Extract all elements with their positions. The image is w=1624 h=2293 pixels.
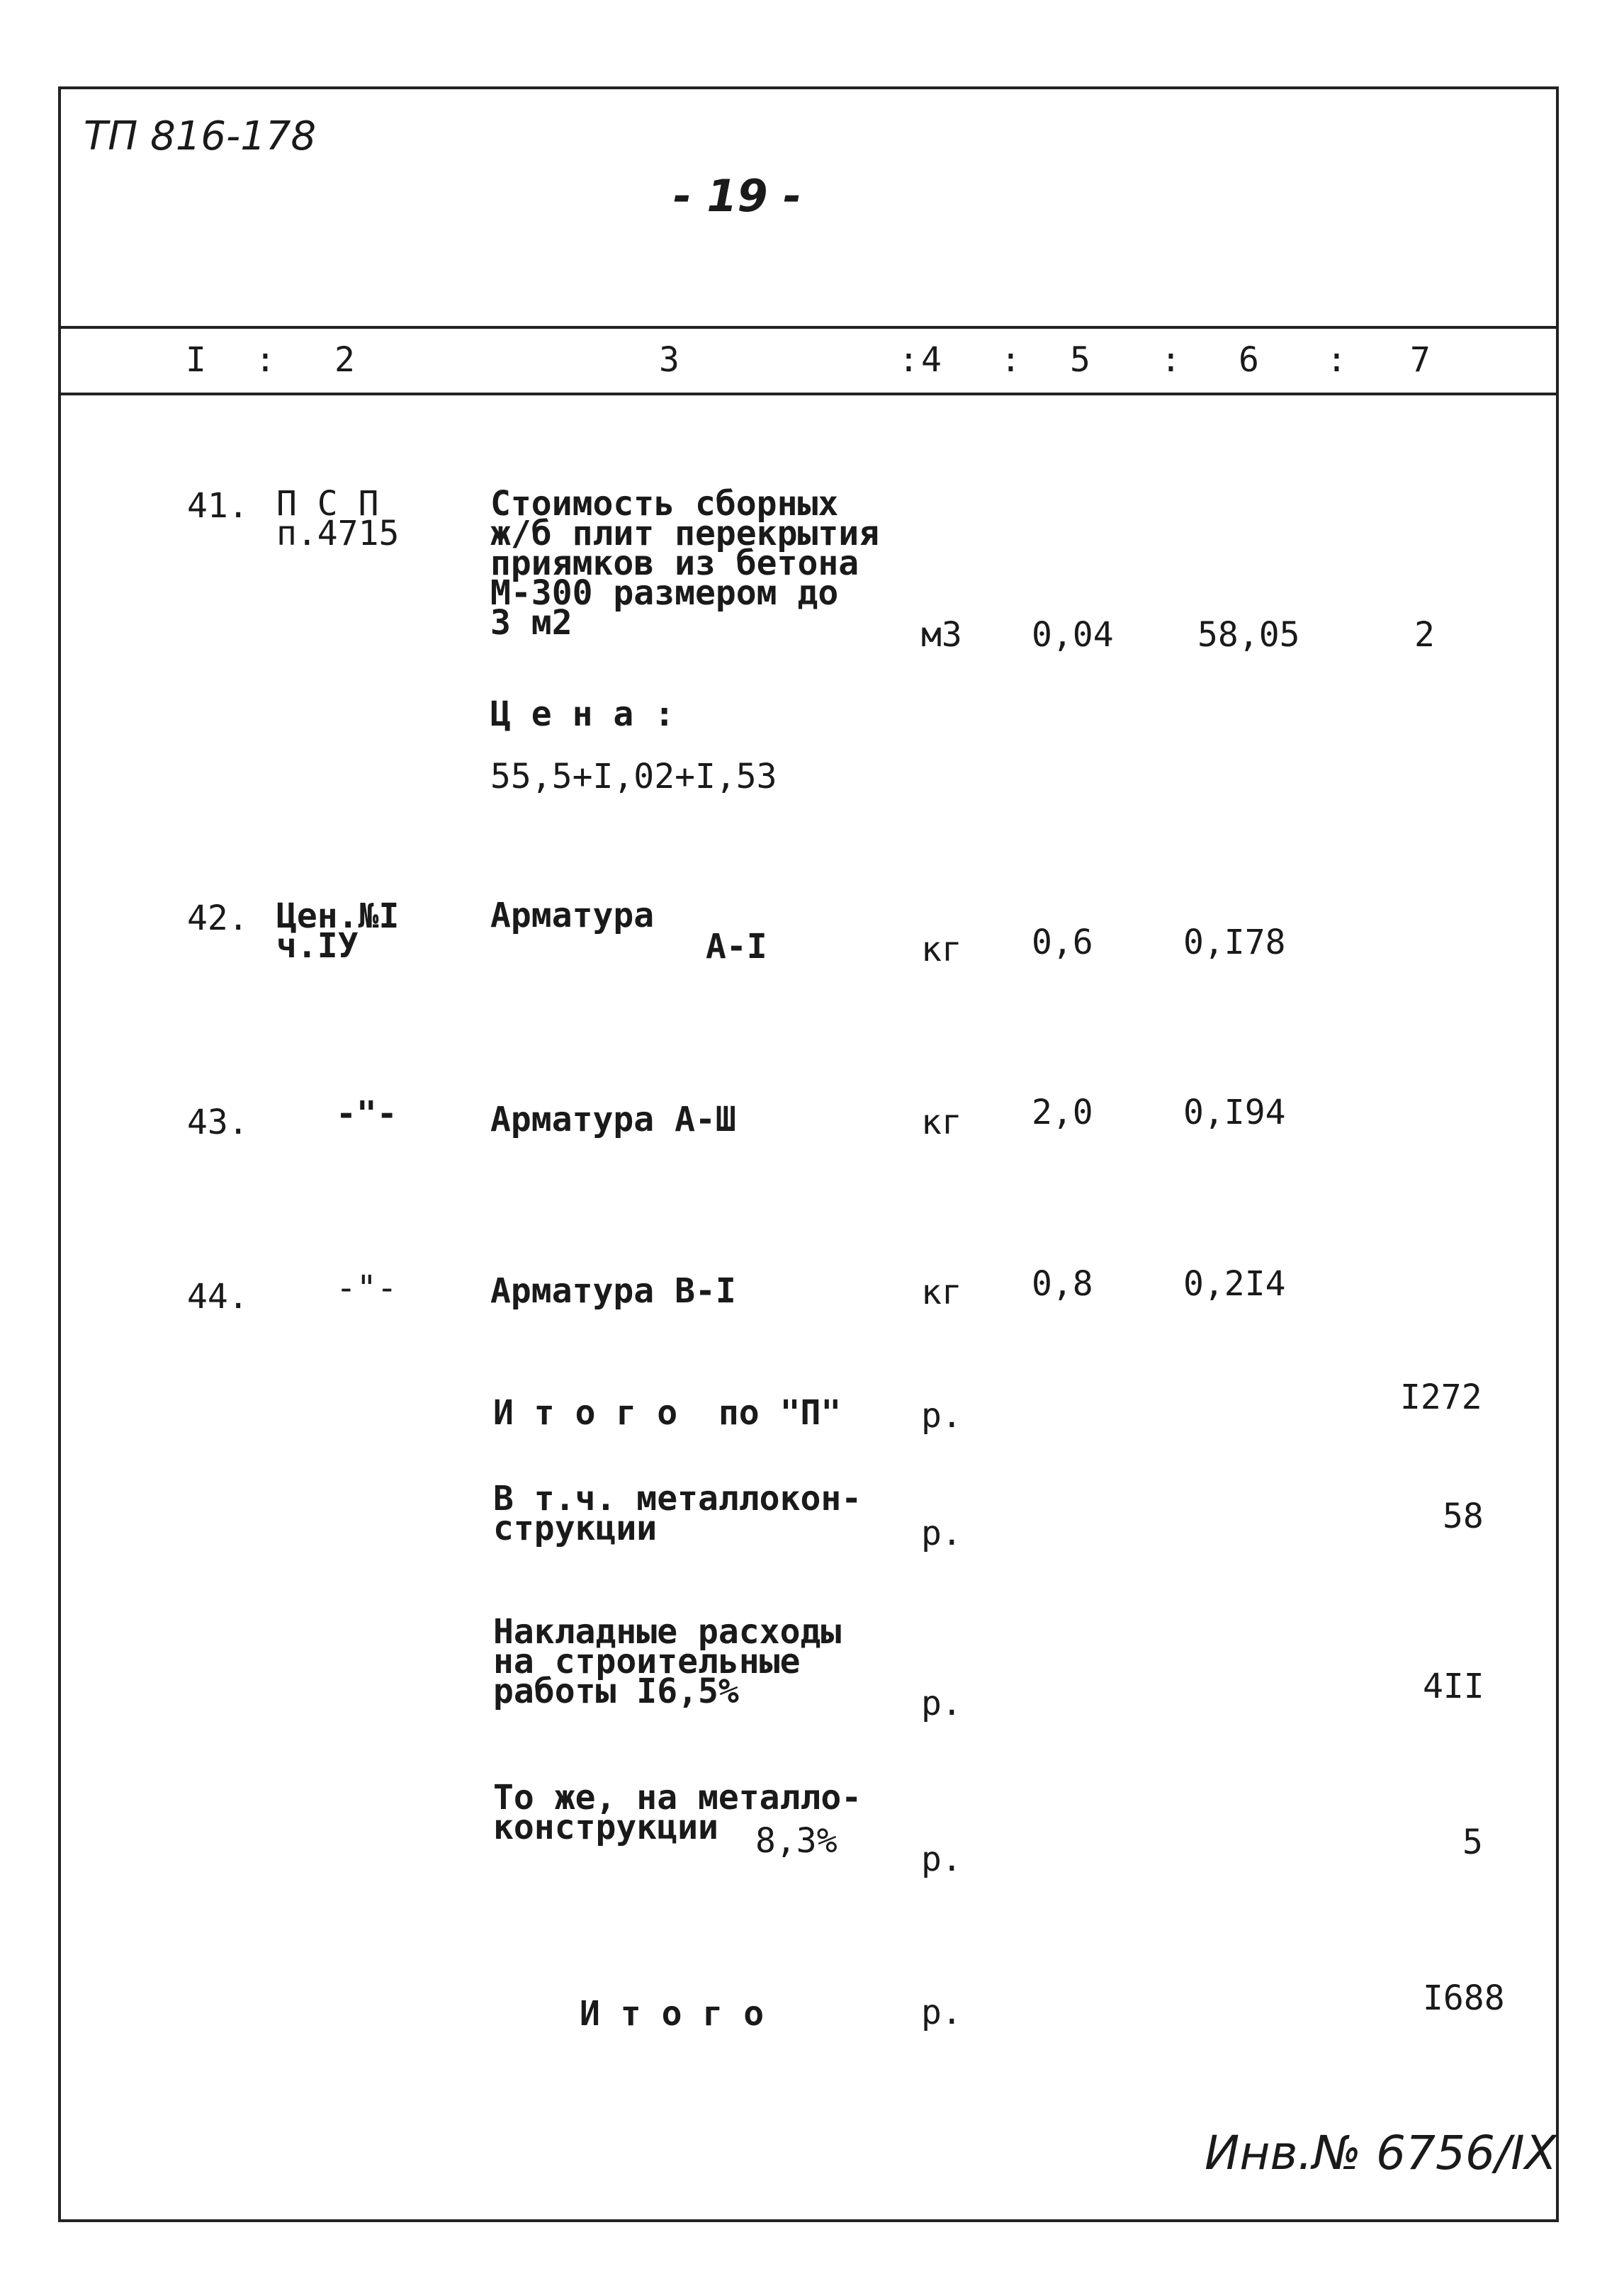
row-reference: П С П п.4715 [276, 484, 400, 553]
col-5: 5 [1070, 340, 1090, 380]
row-quantity: 2,0 [1032, 1093, 1093, 1132]
row-quantity: 0,04 [1032, 615, 1114, 655]
header-bottom-rule [58, 393, 1559, 395]
row-total: 2 [1414, 615, 1435, 655]
summary-label: В т.ч. металлокон- струкции [493, 1479, 862, 1548]
doc-code: ТП 816-178 [84, 113, 317, 159]
row-price-formula: 55,5+I,02+I,53 [490, 757, 777, 796]
col-sep: : [1000, 340, 1021, 380]
col-1: I [186, 340, 206, 380]
row-quantity: 0,6 [1032, 923, 1093, 962]
page-frame [58, 86, 1559, 2222]
row-description: Арматура В-I [490, 1271, 736, 1311]
row-unit: м3 [921, 615, 962, 655]
col-sep: : [1326, 340, 1347, 380]
col-3: 3 [659, 340, 680, 380]
summary-unit: р. [921, 1993, 962, 2032]
summary-percent: 8,3% [755, 1821, 838, 1861]
row-reference: -"- [336, 1268, 397, 1308]
row-price: 0,I78 [1183, 923, 1286, 962]
inventory-number: Инв.№ 6756/IX [1205, 2126, 1557, 2180]
row-price: 58,05 [1197, 615, 1300, 655]
summary-value: 4II [1423, 1667, 1484, 1706]
row-quantity: 0,8 [1032, 1264, 1093, 1304]
summary-unit: р. [921, 1684, 962, 1723]
row-reference: -"- [336, 1094, 397, 1134]
summary-unit: р. [921, 1514, 962, 1553]
row-grade: А-I [706, 927, 767, 967]
row-reference: Цен.№I ч.IУ [276, 896, 400, 966]
row-number: 43. [187, 1103, 249, 1142]
row-unit: кг [921, 1273, 962, 1312]
summary-label: И т о г о [580, 1994, 765, 2034]
row-description: Арматура [490, 896, 655, 935]
row-unit: кг [921, 930, 962, 969]
summary-label: То же, на металло- конструкции [493, 1778, 862, 1847]
summary-value: I272 [1400, 1378, 1482, 1417]
col-sep: : [898, 340, 919, 380]
summary-value: I688 [1423, 1978, 1505, 2018]
col-sep: : [255, 340, 276, 380]
page-number: - 19 - [673, 170, 801, 222]
row-number: 44. [187, 1277, 249, 1317]
row-price-label: Ц е н а : [490, 694, 675, 734]
row-description: Арматура А-Ш [490, 1100, 736, 1139]
col-6: 6 [1239, 340, 1259, 380]
col-7: 7 [1410, 340, 1431, 380]
summary-label: И т о г о по "П" [493, 1393, 842, 1433]
col-sep: : [1161, 340, 1181, 380]
summary-value: 5 [1462, 1822, 1483, 1862]
row-number: 42. [187, 898, 249, 938]
summary-unit: р. [921, 1840, 962, 1879]
summary-unit: р. [921, 1396, 962, 1436]
row-price: 0,2I4 [1183, 1264, 1286, 1304]
row-description: Стоимость сборных ж/б плит перекрытия приямков из бетона М-300 размером до 3 м2 [490, 484, 880, 643]
col-2: 2 [334, 340, 355, 380]
header-top-rule [58, 326, 1559, 329]
summary-value: 58 [1443, 1497, 1484, 1536]
row-price: 0,I94 [1183, 1093, 1286, 1132]
summary-label: Накладные расходы на строительные работы I6,5% [493, 1612, 842, 1711]
row-number: 41. [187, 486, 249, 526]
row-unit: кг [921, 1103, 962, 1142]
col-4: 4 [921, 340, 942, 380]
